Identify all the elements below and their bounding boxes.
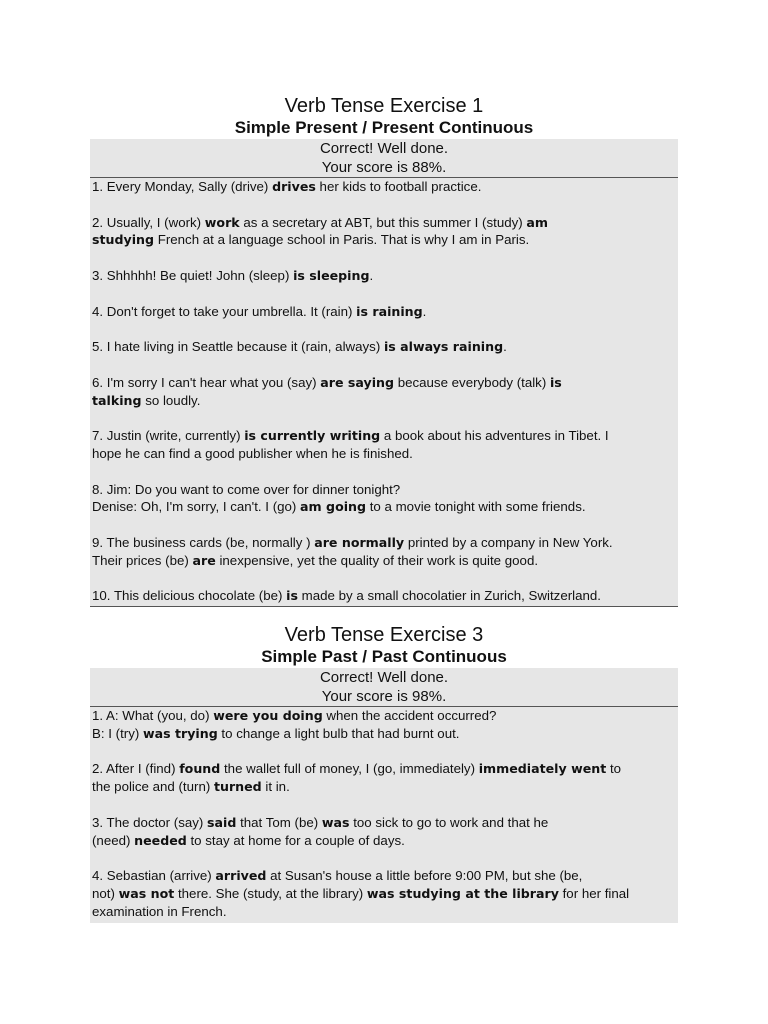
question-text: so loudly. [141, 392, 201, 408]
question-item [92, 760, 676, 796]
answer-text: am going [300, 499, 367, 515]
answer-text: was studying at the library [366, 885, 559, 901]
question-text: 5. I hate living in Seattle because it (rain, always) [92, 339, 384, 355]
answer-text: was not [118, 885, 175, 901]
answer-text: am [526, 214, 549, 230]
question-text: (need) [92, 832, 135, 848]
question-line [92, 445, 676, 463]
question-text: it in. [261, 779, 290, 795]
question-line [92, 392, 676, 410]
question-text: printed by a company in New York. [404, 534, 613, 550]
answer-text: immediately went [478, 761, 607, 777]
question-text: . [422, 303, 427, 319]
question-list [90, 178, 678, 607]
question-text: 3. The doctor (say) [92, 814, 208, 830]
question-item [92, 534, 676, 570]
question-text: for her final [558, 885, 630, 901]
answer-text: turned [213, 779, 262, 795]
question-text: a book about his adventures in Tibet. I [380, 428, 609, 444]
question-line [92, 338, 676, 356]
question-text: her kids to football practice. [315, 179, 482, 194]
question-line [92, 760, 676, 778]
question-text: to stay at home for a couple of days. [186, 832, 405, 848]
question-line [92, 552, 676, 570]
question-text: to a movie tonight with some friends. [366, 499, 586, 515]
question-line [92, 178, 676, 196]
feedback-box [90, 139, 678, 178]
question-text: 9. The business cards (be, normally ) [92, 534, 315, 550]
exercise-1 [90, 94, 678, 607]
question-text: because everybody (talk) [394, 374, 550, 390]
question-text: when the accident occurred? [322, 708, 497, 723]
question-line [92, 498, 676, 516]
question-text: the wallet full of money, I (go, immediately) [220, 761, 479, 777]
question-line [92, 587, 676, 605]
question-text: too sick to go to work and that he [349, 814, 549, 830]
exercise-title: Verb Tense Exercise 3 [284, 624, 484, 646]
answer-text: were you doing [213, 708, 323, 723]
question-line [92, 214, 676, 232]
answer-text: is [286, 588, 298, 604]
question-line [92, 267, 676, 285]
score-text: Your score is 98%. [321, 688, 447, 705]
question-line [92, 374, 676, 392]
answer-text: is currently writing [244, 428, 381, 444]
answer-text: is sleeping [293, 267, 370, 283]
question-text: 2. After I (find) [92, 761, 180, 777]
question-line [92, 427, 676, 445]
question-line [92, 885, 676, 903]
question-text: inexpensive, yet the quality of their work is quite good. [215, 552, 539, 568]
question-list [90, 707, 678, 923]
answer-text: was trying [142, 725, 218, 741]
question-line [92, 832, 676, 850]
question-item [92, 707, 676, 743]
answer-text: was [321, 814, 350, 830]
exercise-title: Verb Tense Exercise 1 [284, 95, 484, 117]
question-text: 4. Sebastian (arrive) [92, 868, 216, 884]
question-line [92, 778, 676, 796]
question-line [92, 725, 676, 743]
question-item [92, 374, 676, 410]
answer-text: studying [92, 232, 155, 248]
answer-text: work [204, 214, 240, 230]
answer-text: is raining [356, 303, 423, 319]
question-item [92, 481, 676, 517]
feedback-box [90, 668, 678, 707]
answer-text: is always raining [383, 339, 504, 355]
question-text: at Susan's house a little before 9:00 PM, but she (be, [266, 868, 583, 884]
answer-text: talking [92, 392, 142, 408]
question-line [92, 867, 676, 885]
question-line [92, 814, 676, 832]
question-text: 2. Usually, I (work) [92, 214, 205, 230]
question-line [92, 707, 676, 725]
question-item [92, 814, 676, 850]
question-text: 6. I'm sorry I can't hear what you (say) [92, 374, 321, 390]
exercise-subtitle: Simple Present / Present Continuous [234, 118, 534, 137]
answer-text: are saying [320, 374, 394, 390]
question-text: to change a light bulb that had burnt out. [217, 725, 460, 741]
question-text: . [503, 339, 507, 355]
question-text: there. She (study, at the library) [174, 885, 367, 901]
question-text: 1. Every Monday, Sally (drive) [92, 179, 273, 194]
question-text: 8. Jim: Do you want to come over for dinner tonight? [92, 481, 401, 497]
question-text: as a secretary at ABT, but this summer I (study) [239, 214, 527, 230]
question-text: to [606, 761, 622, 777]
answer-text: arrived [215, 868, 267, 884]
answer-text: are [192, 552, 216, 568]
question-text: examination in French. [92, 903, 227, 919]
question-text: B: I (try) [92, 725, 143, 741]
question-text: hope he can find a good publisher when he is finished. [92, 445, 413, 461]
question-text: 7. Justin (write, currently) [92, 428, 245, 444]
question-item [92, 338, 676, 356]
answer-text: is [549, 374, 562, 390]
question-line [92, 534, 676, 552]
question-item [92, 427, 676, 463]
question-item [92, 587, 676, 605]
question-text: not) [92, 885, 119, 901]
feedback-message: Correct! Well done. [319, 669, 449, 686]
question-item [92, 267, 676, 285]
score-text: Your score is 88%. [321, 159, 447, 176]
question-text: the police and (turn) [92, 779, 214, 795]
question-text: Denise: Oh, I'm sorry, I can't. I (go) [92, 499, 301, 515]
question-item [92, 178, 676, 196]
exercise-subtitle: Simple Past / Past Continuous [261, 647, 507, 666]
question-text: Their prices (be) [92, 552, 193, 568]
exercise-3 [90, 623, 678, 923]
answer-text: drives [272, 179, 316, 194]
question-line [92, 303, 676, 321]
question-text: French at a language school in Paris. That is why I am in Paris. [154, 232, 530, 248]
question-line [92, 231, 676, 249]
question-text: that Tom (be) [236, 814, 322, 830]
question-item [92, 214, 676, 250]
answer-text: needed [134, 832, 187, 848]
question-text: 3. Shhhhh! Be quiet! John (sleep) [92, 267, 294, 283]
question-text: . [369, 267, 374, 283]
answer-text: said [207, 814, 237, 830]
question-text: 1. A: What (you, do) [92, 708, 214, 723]
question-line [92, 903, 676, 921]
question-line [92, 481, 676, 499]
question-text: made by a small chocolatier in Zurich, Switzerland. [297, 588, 601, 604]
question-text: 10. This delicious chocolate (be) [92, 588, 287, 604]
feedback-message: Correct! Well done. [319, 140, 449, 157]
question-item [92, 303, 676, 321]
question-item [92, 867, 676, 920]
answer-text: found [179, 761, 221, 777]
question-text: 4. Don't forget to take your umbrella. It (rain) [92, 303, 357, 319]
answer-text: are normally [314, 534, 405, 550]
